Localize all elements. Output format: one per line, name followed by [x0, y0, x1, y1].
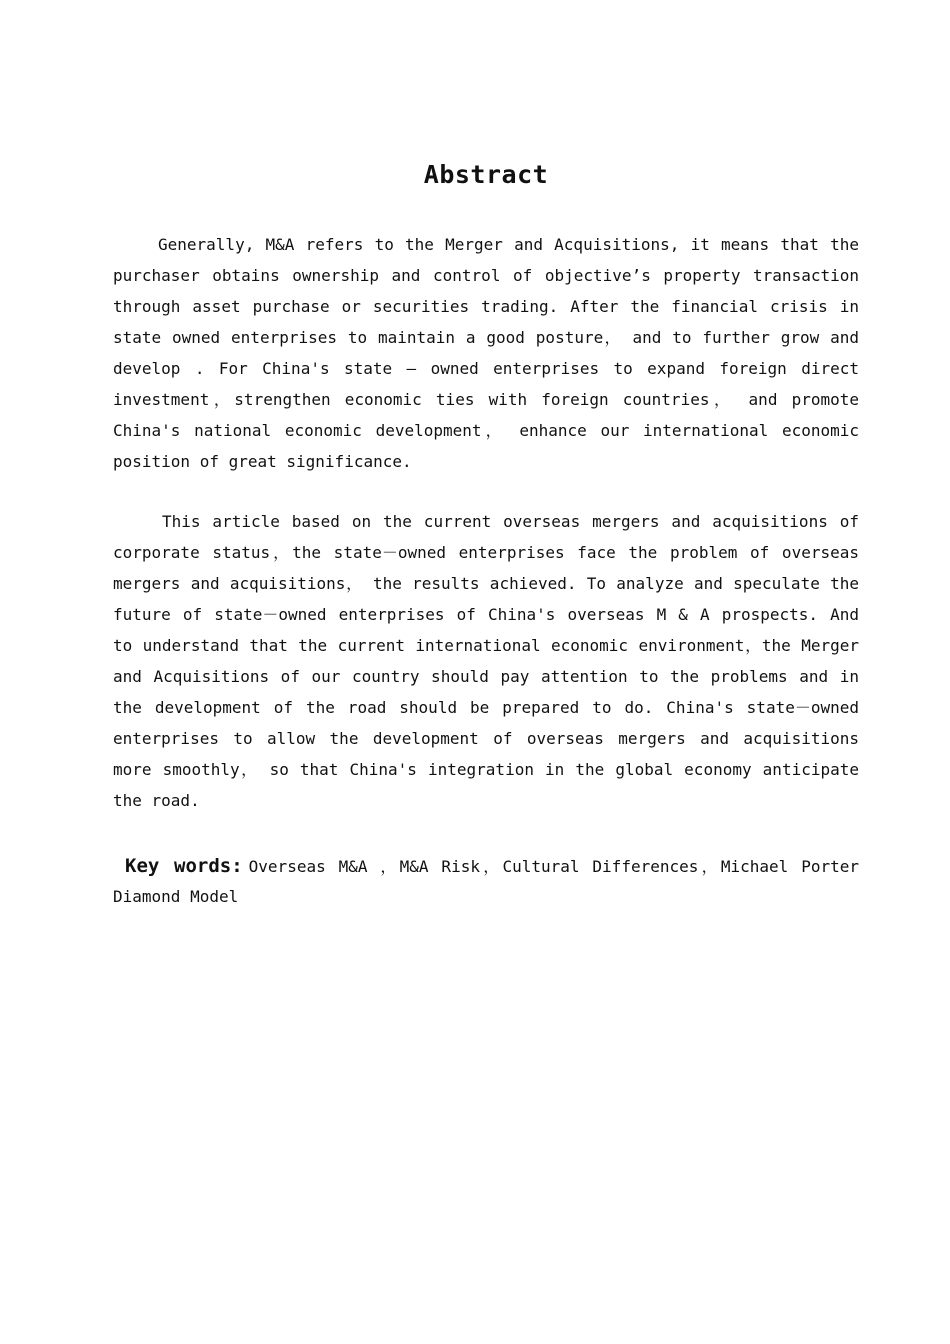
keywords-section: [113, 851, 859, 912]
abstract-paragraph-2: This article based on the current overseas mergers and acquisitions of corporate status，the state－owned enterprises face the problem of overseas mergers and acquisitions， the results achieved. To analyze and speculate the future of state－owned enterprises of China's overseas M & A prospects. And to understand that the current international economic environment，the Merger and Acquisitions of our country should pay attention to the problems and in the development of the road should be prepared to do. China's state－owned enterprises to allow the development of overseas mergers and acquisitions more smoothly， so that China's integration in the global economy anticipate the road.: [113, 512, 859, 810]
abstract-paragraph-1: Generally, M&A refers to the Merger and Acquisitions, it means that the purchaser obtains ownership and control of objective’s property transaction through asset purchase or securities trading. After the financial crisis in state owned enterprises to maintain a good posture， and to further grow and develop . For China's state — owned enterprises to expand foreign direct investment，strengthen economic ties with foreign countries， and promote China's national economic development， enhance our international economic position of great significance.: [113, 235, 860, 471]
abstract-title: Abstract: [423, 160, 549, 189]
keywords-label: Key words:: [125, 855, 243, 877]
keywords-text: Overseas M&A ，M&A Risk，Cultural Differences，Michael Porter Diamond Model: [113, 857, 860, 906]
